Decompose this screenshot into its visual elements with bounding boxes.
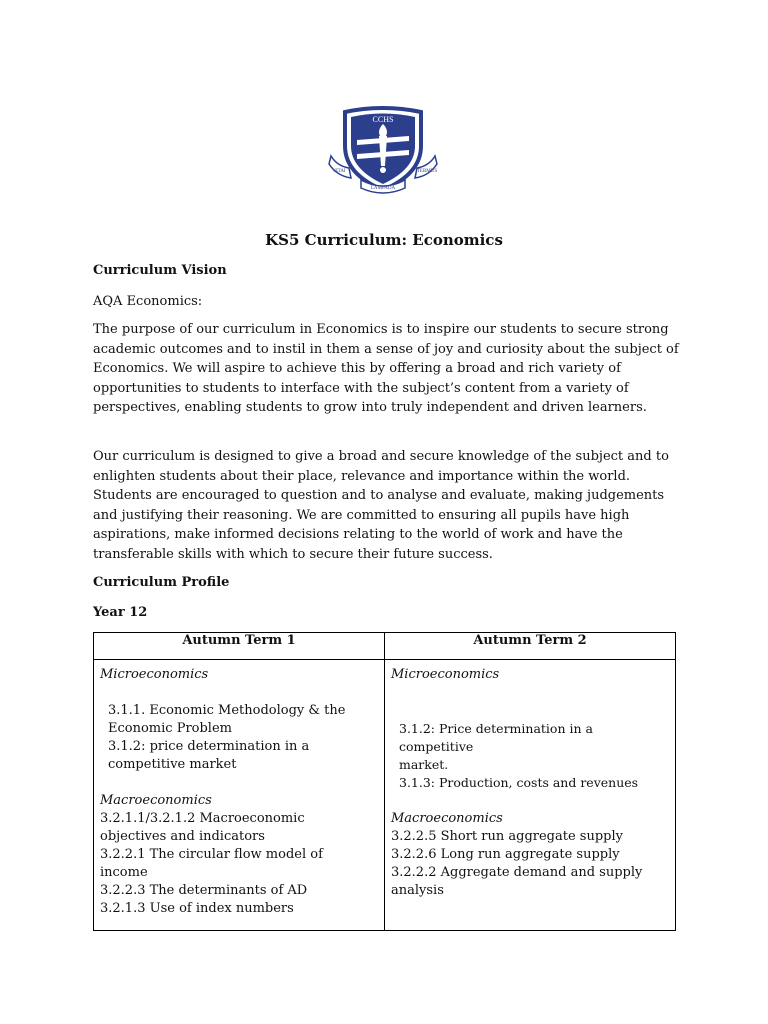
list-item: 3.1.3: Production, costs and revenues (399, 775, 639, 790)
micro-label: Microeconomics (391, 667, 500, 682)
crest-motto-left: VITAI (332, 169, 346, 174)
list-item: analysis (391, 883, 444, 898)
table-header-row (94, 633, 676, 660)
macro-label: Macroeconomics (100, 793, 212, 808)
list-item: 3.2.1.3 Use of index numbers (100, 901, 294, 916)
school-crest-logo (327, 106, 439, 194)
list-item: 3.2.1.1/3.2.1.2 Macroeconomic (100, 811, 305, 826)
paragraph-purpose: The purpose of our curriculum in Economics is to inspire our students to secure strong academic outcomes and to instil in them a sense of joy and curiosity about the subject of Economics. We will aspire to achieve this by offering a broad and rich variety of opportunities to students to interface with the subject’s content from a variety of perspectives, enabling students to grow into truly independent and driven learners. (93, 322, 679, 416)
list-item: 3.2.2.3 The determinants of AD (100, 883, 308, 898)
year-heading: Year 12 (93, 605, 148, 620)
list-item: 3.2.2.1 The circular flow model of (100, 847, 323, 862)
paragraph-design: Our curriculum is designed to give a broad and secure knowledge of the subject and to enlighten students about their place, relevance and importance within the world. Students are encouraged to question and to analyse and evaluate, making judgements and justifying their reasoning. We are committed to ensuring all pupils have high aspirations, make informed decisions relating to the world of work and have the transferable skills with which to secure their future success. (93, 449, 669, 562)
subtitle: AQA Economics: (93, 294, 203, 309)
list-item: Economic Problem (108, 721, 232, 736)
list-item: market. (399, 757, 449, 772)
cell-autumn-term-2 (385, 660, 676, 931)
document-title: KS5 Curriculum: Economics (265, 231, 503, 249)
list-item: 3.2.2.2 Aggregate demand and supply (391, 865, 643, 880)
header-autumn-term-2: Autumn Term 2 (385, 633, 676, 660)
list-item: 3.1.1. Economic Methodology & the (108, 703, 346, 718)
list-item: 3.1.2: price determination in a (108, 739, 310, 754)
vision-heading: Curriculum Vision (93, 263, 227, 278)
header-autumn-term-1: Autumn Term 1 (94, 633, 385, 660)
list-item: 3.1.2: Price determination in a competitive (399, 721, 593, 754)
list-item: 3.2.2.5 Short run aggregate supply (391, 829, 623, 844)
crest-motto-right: TERMUS (416, 169, 438, 174)
list-item: income (100, 865, 148, 880)
cell-autumn-term-1 (94, 660, 385, 931)
macro-label: Macroeconomics (391, 811, 503, 826)
micro-label: Microeconomics (100, 667, 209, 682)
list-item: 3.2.2.6 Long run aggregate supply (391, 847, 620, 862)
list-item: objectives and indicators (100, 829, 265, 844)
crest-top-text: CCHS (372, 115, 394, 124)
list-item: competitive market (108, 757, 237, 772)
crest-motto-center: LAMPADA (370, 186, 396, 191)
curriculum-table (93, 632, 676, 931)
table-row (94, 660, 676, 931)
profile-heading: Curriculum Profile (93, 575, 230, 590)
